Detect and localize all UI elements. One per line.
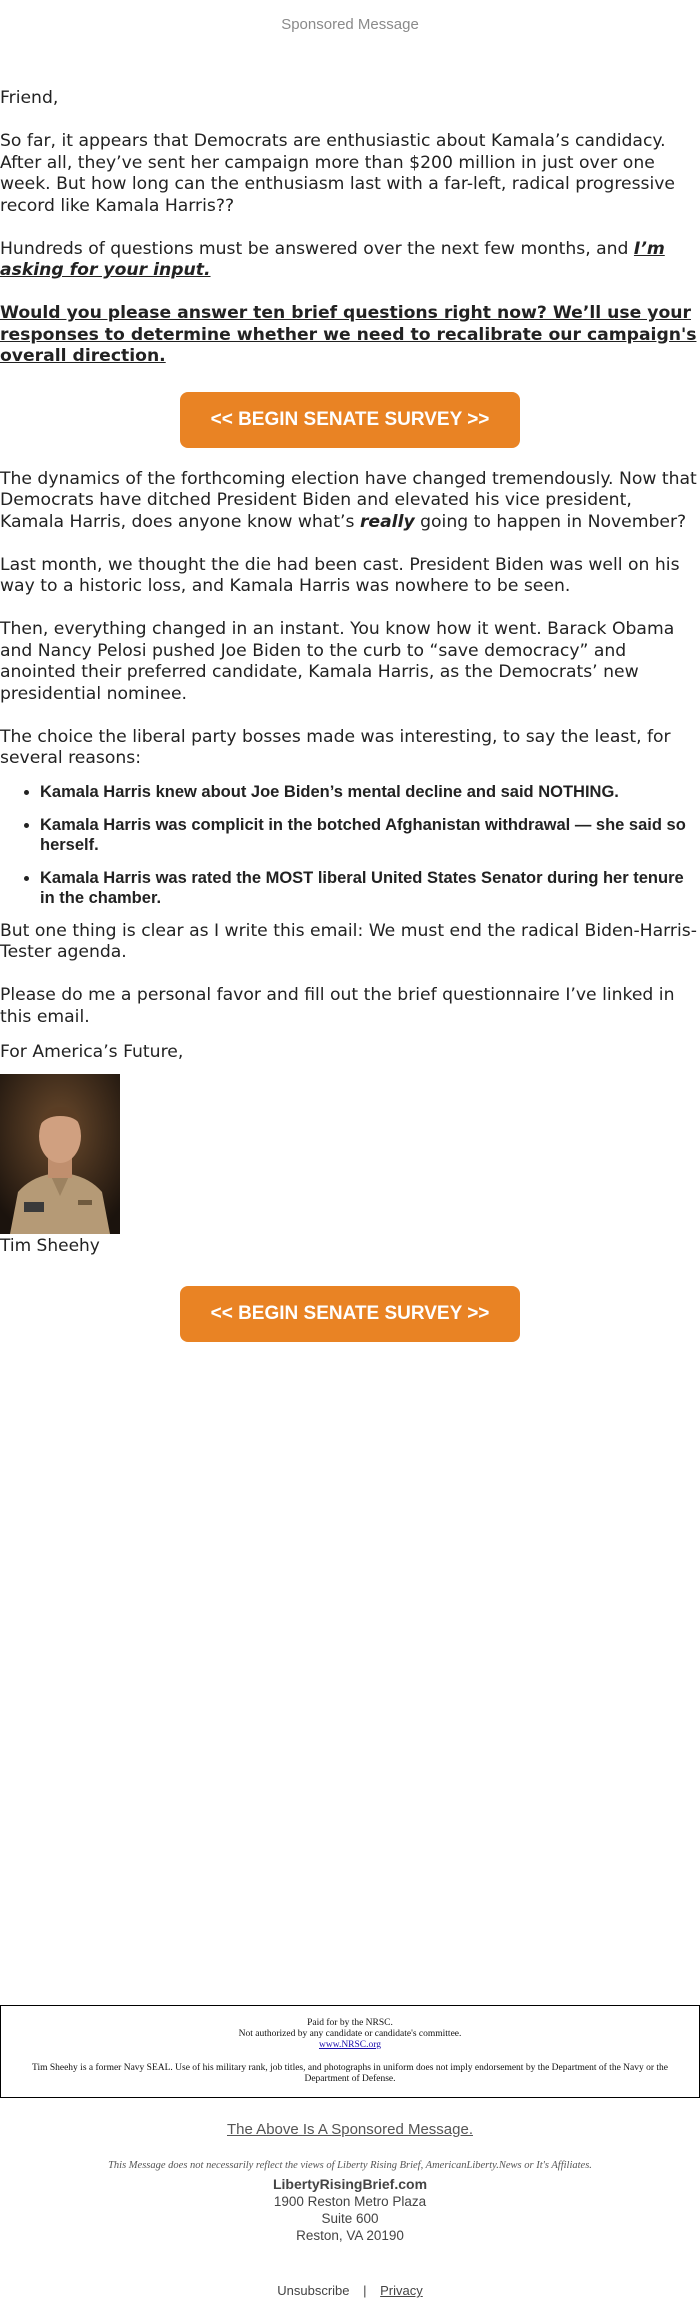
begin-survey-button-top[interactable]: << BEGIN SENATE SURVEY >> — [180, 392, 520, 448]
paragraph-last-month: Last month, we thought the die had been cast. President Biden was well on his way to a historic loss, and Kamala Harris was nowhere to be seen. — [0, 554, 680, 596]
reasons-list — [0, 782, 700, 908]
cta-wrapper-bottom — [0, 1286, 700, 1342]
address-line-1: 1900 Reston Metro Plaza — [273, 2194, 427, 2209]
nrsc-website-link[interactable]: www.NRSC.org — [318, 2040, 382, 2050]
address-line-2: Suite 600 — [321, 2211, 379, 2226]
list-item: • Kamala Harris was complicit in the botched Afghanistan withdrawal — she said so herself. — [40, 815, 700, 855]
paragraph-choice: The choice the liberal party bosses made was interesting, to say the least, for several reasons: — [0, 726, 671, 768]
paragraph-everything-changed: Then, everything changed in an instant. You know how it went. Barack Obama and Nancy Pelosi pushed Joe Biden to the curb to “save democracy” and anointed their preferred candidate, Kamala Harris, as the Democrats’ new presidential nominee. — [0, 619, 675, 704]
list-item: • Kamala Harris knew about Joe Biden’s mental decline and said NOTHING. — [40, 782, 700, 802]
cta-wrapper-top — [0, 392, 700, 448]
greeting: Friend, — [0, 88, 59, 108]
signer-name: Tim Sheehy — [0, 1235, 100, 1256]
privacy-link[interactable]: Privacy — [380, 2283, 423, 2298]
link-separator: | — [363, 2283, 367, 2298]
unsubscribe-link[interactable]: Unsubscribe — [277, 2283, 350, 2298]
paragraph-favor: Please do me a personal favor and fill out the brief questionnaire I’ve linked in this email. — [0, 985, 675, 1027]
military-disclaimer-text: Tim Sheehy is a former Navy SEAL. Use of his military rank, job titles, and photographs in uniform does not imply endorsement by the Department of the Navy or the Department of Defense. — [31, 2063, 669, 2084]
organization-address — [0, 2176, 700, 2244]
sponsored-notice — [0, 2121, 700, 2138]
paragraph-dynamics — [0, 469, 700, 534]
sponsored-notice-link[interactable]: The Above Is A Sponsored Message. — [227, 2121, 473, 2138]
paid-for-text: Paid for by the NRSC. — [307, 2018, 393, 2028]
signer-portrait — [0, 1074, 120, 1234]
list-item: • Kamala Harris was rated the MOST liberal United States Senator during her tenure in the chamber. — [40, 868, 700, 908]
paragraph-dynamics-after: going to happen in November? — [414, 511, 687, 532]
portrait-image — [0, 1074, 120, 1234]
email-body — [0, 88, 700, 1342]
paragraph-request: Would you please answer ten brief questions right now? We’ll use your responses to determine whether we need to recalibrate our campaign's overall direction. — [0, 303, 697, 366]
begin-survey-button-bottom[interactable]: << BEGIN SENATE SURVEY >> — [180, 1286, 520, 1342]
asking-input-emphasis: I’m asking for your input. — [0, 238, 665, 280]
bottom-links — [0, 2283, 700, 2298]
paragraph-agenda: But one thing is clear as I write this email: We must end the radical Biden-Harris-Tester agenda. — [0, 920, 697, 962]
views-disclaimer: This Message does not necessarily reflect the views of Liberty Rising Brief, AmericanLiberty.News or It's Affiliates. — [108, 2160, 592, 2171]
sponsored-message-label: Sponsored Message — [281, 16, 419, 33]
paragraph-dynamics-before: The dynamics of the forthcoming election have changed tremendously. Now that Democrats have ditched President Biden and elevated his vice president, Kamala Harris, does anyone know what’s — [0, 468, 697, 532]
address-line-3: Reston, VA 20190 — [296, 2228, 404, 2243]
org-name: LibertyRisingBrief.com — [272, 2176, 428, 2192]
closing: For America’s Future, — [0, 1042, 184, 1062]
legal-disclaimer-box — [0, 2005, 700, 2098]
paragraph-questions-text: Hundreds of questions must be answered over the next few months, and — [0, 238, 634, 259]
really-emphasis: really — [359, 511, 415, 532]
paragraph-questions — [0, 239, 700, 282]
paragraph-candidacy: So far, it appears that Democrats are enthusiastic about Kamala’s candidacy. After all, they’ve sent her campaign more than $200 million in just over one week. But how long can the enthusiasm last with a far-left, radical progressive record like Kamala Harris?? — [0, 131, 676, 216]
not-authorized-text: Not authorized by any candidate or candidate's committee. — [238, 2029, 462, 2039]
